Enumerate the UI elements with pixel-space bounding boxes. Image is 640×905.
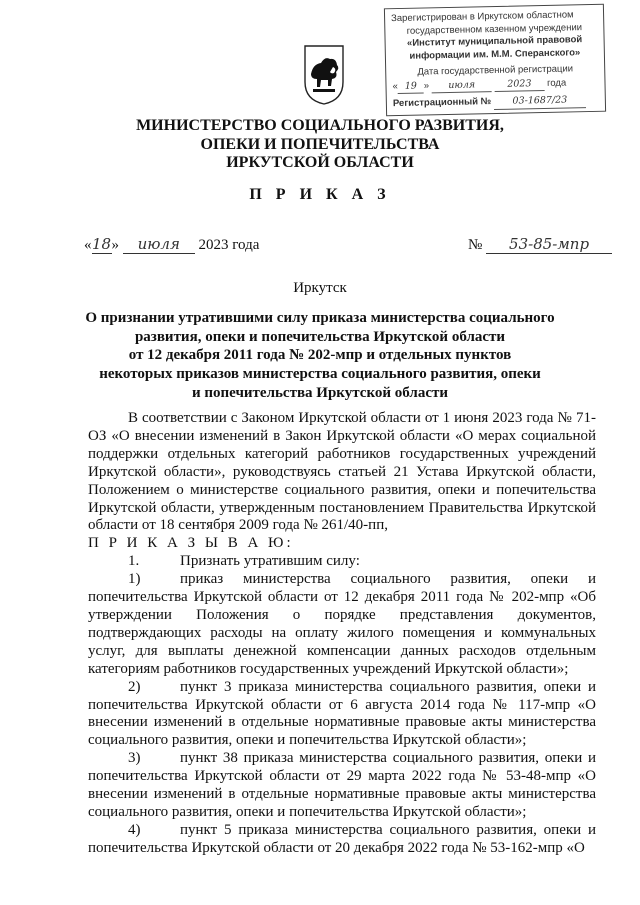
number-value: 53-85-мпр — [486, 235, 612, 254]
subitem-3-text: пункт 38 приказа министерства социального развития, опеки и попечительства Иркутской области от 29 марта 2022 года № 53-48-мпр «О внесении изменений в отдельные нормативные правовые акты министерства социального развития, опеки и попечительства Иркутской области»; — [88, 750, 596, 820]
subject-line-5: и попечительства Иркутской области — [191, 384, 448, 401]
stamp-reg-number: 03-1687/23 — [494, 94, 586, 109]
date-year: 2023 года — [198, 237, 260, 253]
date-open-quote: « — [84, 237, 92, 253]
registration-stamp — [384, 4, 606, 117]
stamp-day-close: » — [423, 79, 430, 91]
subject-line-3: от 12 декабря 2011 года № 202-мпр и отдельных пунктов — [128, 347, 512, 364]
date-day: 18 — [91, 235, 112, 253]
subitem-1-text: приказ министерства социального развития, опеки и попечительства Иркутской области от 12 декабря 2011 года № 202-мпр «Об утверждении Положения о порядке представления документов, подтверждающих расходы на оплату жилого помещения и коммунальных услуг, для выплаты денежной компенсации данных расходов отдельным категориям работников государственных учреждений Иркутской области»; — [88, 571, 596, 677]
order-subject — [0, 309, 640, 403]
ministry-header-line-3: ИРКУТСКОЙ ОБЛАСТИ — [226, 154, 414, 171]
stamp-reg-label: Регистрационный № — [392, 96, 492, 110]
subitem-2-number: 2) — [128, 678, 141, 695]
stamp-line-5: Дата государственной регистрации — [417, 63, 574, 78]
item-1-number: 1. — [128, 553, 140, 570]
stamp-line-2: государственном казенном учреждении — [406, 21, 583, 37]
stamp-year-suffix: года — [546, 77, 567, 89]
subject-line-1: О признании утратившими силу приказа министерства социального — [85, 310, 555, 326]
subitem-1-number: 1) — [128, 571, 141, 588]
item-1 — [88, 553, 596, 571]
document-type: П Р И К А З — [249, 186, 391, 203]
order-body — [88, 410, 596, 858]
irkutsk-coat-of-arms-icon — [303, 44, 345, 106]
stamp-line-4: информации им. М.М. Сперанского» — [409, 46, 581, 62]
stamp-line-1: Зарегистрирован в Иркутском областном — [390, 9, 574, 25]
subject-line-4: некоторых приказов министерства социального развития, опеки — [99, 366, 541, 383]
stamp-line-3: «Институт муниципальной правовой — [406, 34, 583, 49]
stamp-reg-row — [393, 94, 599, 112]
stamp-day-open: « — [392, 80, 398, 92]
order-word: П Р И К А З Ы В А Ю: — [88, 535, 294, 552]
ministry-header — [0, 117, 640, 173]
subitem-2-text: пункт 3 приказа министерства социального развития, опеки и попечительства Иркутской области от 6 августа 2014 года № 117-мпр «О внесении изменений в отдельные нормативные правовые акты министерства социального развития, опеки и попечительства Иркутской области»; — [88, 678, 596, 749]
subject-line-2: развития, опеки и попечительства Иркутской области — [134, 328, 506, 345]
preamble: В соответствии с Законом Иркутской области от 1 июня 2023 года № 71-ОЗ «О внесении изменений в Закон Иркутской области «О мерах социальной поддержки отдельных категорий работников государственных учреждений Иркутской области», руководствуясь статьей 21 Устава Иркутской области, Положением о министерстве социального развития, опеки и попечительства Иркутской области, утвержденным постановлением Правительства Иркутской области от 18 сентября 2009 года № 261/40-пп, — [88, 410, 596, 534]
item-1-text: Признать утратившим силу: — [180, 553, 360, 570]
subitem-3-number: 3) — [128, 750, 141, 767]
date-close-quote: » — [111, 237, 119, 253]
subitem-3 — [88, 750, 596, 822]
subitem-1 — [88, 571, 596, 678]
subitem-4-number: 4) — [128, 821, 141, 838]
subitem-2 — [88, 679, 596, 751]
order-date — [84, 235, 259, 254]
ministry-header-line-1: МИНИСТЕРСТВО СОЦИАЛЬНОГО РАЗВИТИЯ, — [136, 117, 504, 134]
subitem-4-text: пункт 5 приказа министерства социального развития, опеки и попечительства Иркутской области от 20 декабря 2022 года № 53-162-мпр «О — [88, 821, 596, 856]
subitem-4 — [88, 822, 596, 858]
stamp-date-row — [392, 76, 598, 94]
number-prefix: № — [468, 237, 483, 253]
ministry-header-line-2: ОПЕКИ И ПОПЕЧИТЕЛЬСТВА — [200, 135, 440, 153]
date-month: июля — [123, 235, 195, 254]
stamp-day: 19 — [398, 80, 424, 94]
order-number — [468, 235, 612, 254]
city: Иркутск — [293, 280, 347, 296]
stamp-year: 2023 — [494, 77, 544, 92]
stamp-month: июля — [432, 79, 492, 94]
